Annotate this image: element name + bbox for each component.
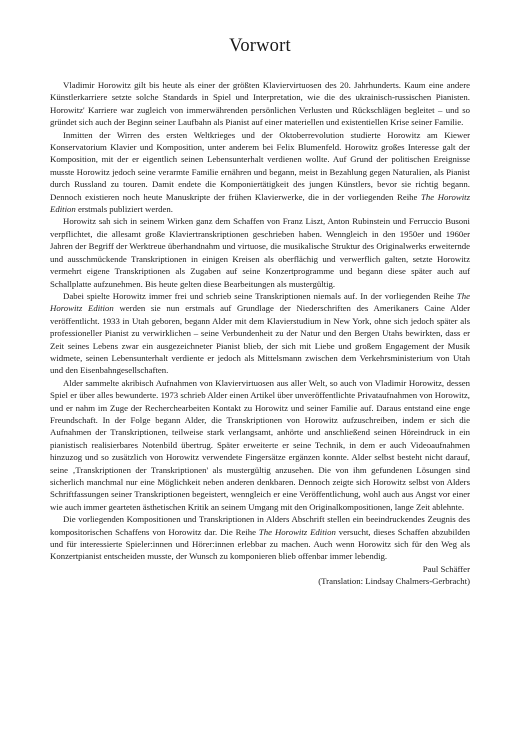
paragraph-text: Alder sammelte akribisch Aufnahmen von Klaviervirtuosen aus aller Welt, so auch von Vladimir Horowitz, dessen Spiel er über alles bewunderte. 1973 schrieb Alder einen Artikel über unveröffentlichte Privataufnahmen von Horowitz, und er nahm im Zuge der Recherchearbeiten Kontakt zu Horowitz und seiner Familie auf. Daraus entstand eine enge Freundschaft. In der Folge begann Alder, die Transkriptionen von Horowitz aufzuschreiben, indem er sich die Aufnahmen der Transkriptionen, teilweise stark verlangsamt, anhörte und anschließend seinen Höreindruck in ein pianistisch realisierbares Notenbild übertrug. Später erweiterte er seine Technik, in dem er auch Videoaufnahmen hinzuzog und so zusätzlich von Horowitz verwendete Fingersätze ergänzen konnte. Alder selbst besteht nicht darauf, seine ‚Transkriptionen der Transkriptionen' als mustergültig anzusehen. Die von ihm gefundenen Lösungen sind sicherlich manchmal nur eine Möglichkeit neben anderen denkbaren. Dennoch zeigte sich Horowitz selbst von Alders Schriftfassungen seiner Transkriptionen begeistert, wenngleich er eine Veröffentlichung, wohl auch aus Angst vor einer wie auch immer gearteten ästhetischen Kritik an seinem Umgang mit den Originalkompositionen, lange Zeit ablehnte.: [50, 377, 470, 512]
paragraph-text: Horowitz sah sich in seinem Wirken ganz dem Schaffen von Franz Liszt, Anton Rubinstein und Ferruccio Busoni verpflichtet, die allesamt große Klaviertranskriptionen geschrieben haben. Wenngleich in den 1950er und 1960er Jahren der Begriff der Werktreue überhandnahm und virtuose, die musikalische Struktur des Originalwerks erweiternde und ausschmückende Transkriptionen in einigen Kreisen als oberflächig und verwerflich galten, setzte Horowitz vermehrt eigene Transkriptionen als Zugaben auf seine Konzertprogramme und begann diese später auch auf Schallplatte aufzunehmen. Bis heute gelten diese Bearbeitungen als mustergültig.: [50, 216, 470, 289]
paragraph-text: Die vorliegenden Kompositionen und Transkriptionen in Alders Abschrift stellen ein beeindruckendes Zeugnis des kompositorischen Schaffens von Horowitz dar. Die Reihe: [50, 514, 470, 537]
paragraph-text: Inmitten der Wirren des ersten Weltkrieges und der Oktoberrevolution studierte Horowitz am Kiewer Konservatorium Klavier und Komposition, unter anderem bei Felix Blumenfeld. Horowitz großes Interesse galt der Komposition, mit der er eigentlich seinen Lebensunterhalt verdienen wollte. Auf Grund der politischen Ereignisse musste Horowitz jedoch seine verarmte Familie ernähren und begann, meist in Bezahlung gegen Naturalien, als Pianist durch Russland zu touren. Damit endete die Komponiertätigkeit des jungen Künstlers, bevor sie richtig begann. Dennoch existieren noch heute Manuskripte der frühen Klavierwerke, die in der vorliegenden Reihe: [50, 129, 470, 202]
paragraph-text: versucht, dieses Schaffen abzubilden und für interessierte Spieler:innen und Hörer:innen erlebbar zu machen. Auch wenn Horowitz sich für den Weg als Konzertpianist entscheiden musste, der Wunsch zu komponieren blieb offenbar immer lebendig.: [50, 526, 470, 562]
paragraph-text: erstmals publiziert werden.: [75, 204, 173, 215]
author-name: Paul Schäffer: [422, 563, 470, 574]
body-paragraph: [50, 79, 470, 129]
series-title: The Horowitz Edition: [50, 290, 470, 314]
signature-block: [50, 563, 470, 588]
body-paragraph: [50, 377, 470, 513]
series-title: The Horowitz Edition: [50, 191, 470, 215]
body-paragraph: [50, 513, 470, 563]
body-paragraph: [50, 215, 470, 289]
page-title: Vorwort: [229, 36, 291, 56]
series-title: The Horowitz Edition: [258, 526, 336, 537]
paragraph-text: werden sie nun erstmals auf Grundlage der Niederschriften des Amerikaners Caine Alder veröffentlicht. 1933 in Utah geboren, begann Alder mit dem Klavierstudium in New York, ohne sich jedoch später als professioneller Pianist zu verwirklichen – seine Verbundenheit zu der Natur und den Bergen Utahs bewirkten, dass er Zeit seines Lebens zwar ein ausgezeichneter Pianist blieb, der sich mit Liebe und großem Engagement der Musik widmete, seinen Lebensunterhalt verdiente er jedoch als Mittelsmann zwischen dem Verkehrsministerium von Utah und den Eisenbahngesellschaften.: [50, 303, 470, 376]
paragraph-text: Dabei spielte Horowitz immer frei und schrieb seine Transkriptionen niemals auf. In der vorliegenden Reihe: [63, 290, 457, 301]
body-paragraph: [50, 290, 470, 377]
document-body: [50, 79, 470, 563]
body-paragraph: [50, 129, 470, 216]
translation-credit: (Translation: Lindsay Chalmers-Gerbracht): [318, 576, 470, 587]
paragraph-text: Vladimir Horowitz gilt bis heute als einer der größten Klaviervirtuosen des 20. Jahrhunderts. Kaum eine andere Künstlerkarriere setzte solche Standards in Spiel und Interpretation, wie die des ukrainisch-russischen Pianisten. Horowitz' Karriere war zugleich von immerwährenden persönlichen Verlusten und Rückschlägen begleitet – und so gründet sich auch der Beginn seiner Laufbahn als Pianist auf einer materiellen und existentiellen Krise seiner Familie.: [50, 80, 470, 128]
